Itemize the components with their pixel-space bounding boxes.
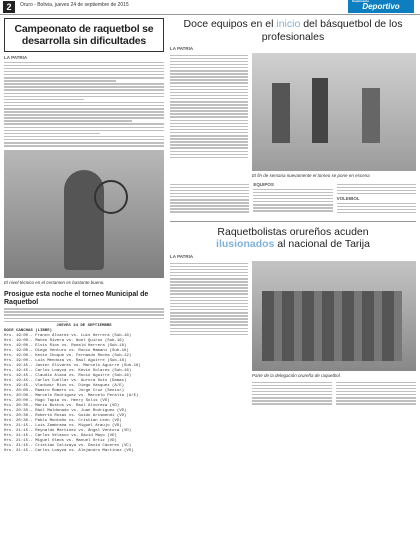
table-row: Hrs. 21:15.- Reynaldo Martínez vs. Ángel Ventura (VD) bbox=[4, 428, 132, 433]
table-heading: JUEVES 24 DE SEPTIEMBRE bbox=[56, 323, 112, 328]
table-row: Hrs. 19:45.- Carlos Cuéllar vs. Aurora Soto (Damas) bbox=[4, 378, 127, 383]
table-row: Hrs. 20:00.- Hugo Tapia vs. Henry Solís (VD) bbox=[4, 398, 110, 403]
delegation-photo bbox=[252, 261, 416, 371]
brand-text: Deportivo bbox=[362, 2, 400, 11]
headline-highlight: ilusionados bbox=[216, 238, 275, 251]
right-top-body-d bbox=[337, 182, 416, 215]
right-top-caption: El fin de semana nuevamente el torneo se pone en escena bbox=[252, 173, 370, 178]
table-row: Hrs. 19:00.- Diego Venturo vs. Rocío Mamani (Sub-16) bbox=[4, 348, 129, 353]
left-sub-headline: Prosigue esta noche el torneo Municipal de Raquetbol bbox=[4, 290, 149, 306]
table-row: Hrs. 19:00.- Elvis Ríos vs. Ronald Herrera (Sub-16) bbox=[4, 343, 127, 348]
raquetbol-photo bbox=[4, 150, 164, 278]
table-row: Hrs. 19:45.- Claudio Alaca vs. Roció Aguirre (Sub-16) bbox=[4, 373, 132, 378]
right-top-body-a bbox=[170, 53, 248, 178]
teams-label: EQUIPOS bbox=[253, 182, 274, 187]
table-row: Hrs. 20:30.- Mario Bustos vs. Raúl Alcoreza (VD) bbox=[4, 403, 120, 408]
right-bottom-body-b bbox=[252, 380, 332, 406]
table-row: Hrs. 20:00.- Marcelo Rodríguez vs. Marcelo Peralta (A/E) bbox=[4, 393, 139, 398]
right-top-body-b bbox=[170, 182, 249, 215]
headline-part: Doce equipos en el bbox=[183, 18, 277, 30]
right-top-kicker: LA PATRIA bbox=[170, 46, 194, 51]
right-column bbox=[170, 18, 416, 406]
table-row: Hrs. 21:15.- Carlos Velasco vs. David Mayo (VD) bbox=[4, 433, 117, 438]
headline-part: al nacional de Tarija bbox=[274, 238, 370, 251]
headline-line1: Raquetbolistas orureños acuden bbox=[217, 225, 369, 238]
table-row: Hrs. 21:15.- Luis Zambrana vs. Miguel Araujo (VD) bbox=[4, 423, 122, 428]
right-bottom-body-a bbox=[170, 261, 248, 406]
table-row: Hrs. 21:15.- Miguel Olmos vs. Manuel Ortiz (VD) bbox=[4, 438, 117, 443]
left-headline: Campeonato de raquetbol se desarrolla sin dificultades bbox=[14, 23, 154, 47]
right-bottom-caption: Parte de la delegación orureña de raquetbol bbox=[252, 372, 340, 378]
table-row: Hrs. 19:00.- Mateo Rivera vs. Noel Quiroz (Sub-16) bbox=[4, 338, 125, 343]
right-bottom-headline bbox=[170, 226, 416, 251]
right-bottom-body-c bbox=[336, 380, 416, 406]
table-row: Hrs. 20:30.- Roberto Rosas vs. Guido Arismendi (VD) bbox=[4, 413, 127, 418]
voleibol-label: VOLEIBOL bbox=[336, 195, 360, 201]
left-column bbox=[4, 18, 164, 454]
page-number: 2 bbox=[3, 1, 15, 13]
table-row: Hrs. 19:00.- Franco Álvarez vs. Luis Herrera (Sub-16) bbox=[4, 333, 132, 338]
table-row: Hrs. 21:15.- Carlos Loayza vs. Alejandro Martínez (VD) bbox=[4, 448, 134, 453]
left-sub-body bbox=[4, 308, 164, 322]
table-row: Hrs. 20:30.- Pablo Montaño vs. Cristian León (VD) bbox=[4, 418, 122, 423]
left-headline-box bbox=[4, 18, 164, 52]
section-brand bbox=[348, 0, 414, 13]
right-top-headline bbox=[170, 18, 416, 43]
right-bottom-article bbox=[170, 221, 416, 406]
table-row: Hrs. 19:45.- Javier Olivares vs. Marcelo Aguirre (Sub-16) bbox=[4, 363, 141, 368]
page-header bbox=[0, 0, 420, 15]
headline-highlight: inicio bbox=[276, 18, 301, 30]
left-kicker: LA PATRIA bbox=[4, 55, 28, 60]
table-row: Hrs. 20:30.- Raúl Maldonado vs. Juan Rodríguez (VD) bbox=[4, 408, 127, 413]
table-subheading: DOCE CANCHAS (LIBRE) bbox=[4, 328, 53, 333]
right-bottom-kicker: LA PATRIA bbox=[170, 253, 194, 259]
table-row: Hrs. 19:00.- Kevin Choque vs. Fernando Rocha (Sub-12) bbox=[4, 353, 132, 358]
left-caption: El nivel técnico en el certamen es bastante bueno. bbox=[4, 279, 105, 285]
basket-photo bbox=[252, 53, 416, 171]
table-row: Hrs. 20:00.- Ramiro Romero vs. Jorge Cruz (Senior) bbox=[4, 388, 125, 393]
table-row: Hrs. 19:45.- Carlos Loayza vs. Kevin Solares (Sub-16) bbox=[4, 368, 132, 373]
schedule-table bbox=[4, 324, 164, 454]
table-row: Hrs. 21:15.- Cristian Calizaya vs. David Cáceres (VC) bbox=[4, 443, 132, 448]
brand-small: Suplemento bbox=[352, 0, 370, 3]
headline-part: del básquetbol de los profesionales bbox=[261, 18, 403, 43]
right-top-body-c bbox=[253, 182, 332, 215]
dateline: Oruro - Bolivia, jueves 24 de septiembre de 2015 bbox=[20, 2, 129, 8]
table-row: Hrs. 19:45.- Vladimir Ríos vs. Diego Vásquez (A/E) bbox=[4, 383, 125, 388]
left-body-text bbox=[4, 62, 164, 147]
table-row: Hrs. 19:00.- Luis Mendoza vs. Raúl Aguirre (Sub-16) bbox=[4, 358, 127, 363]
